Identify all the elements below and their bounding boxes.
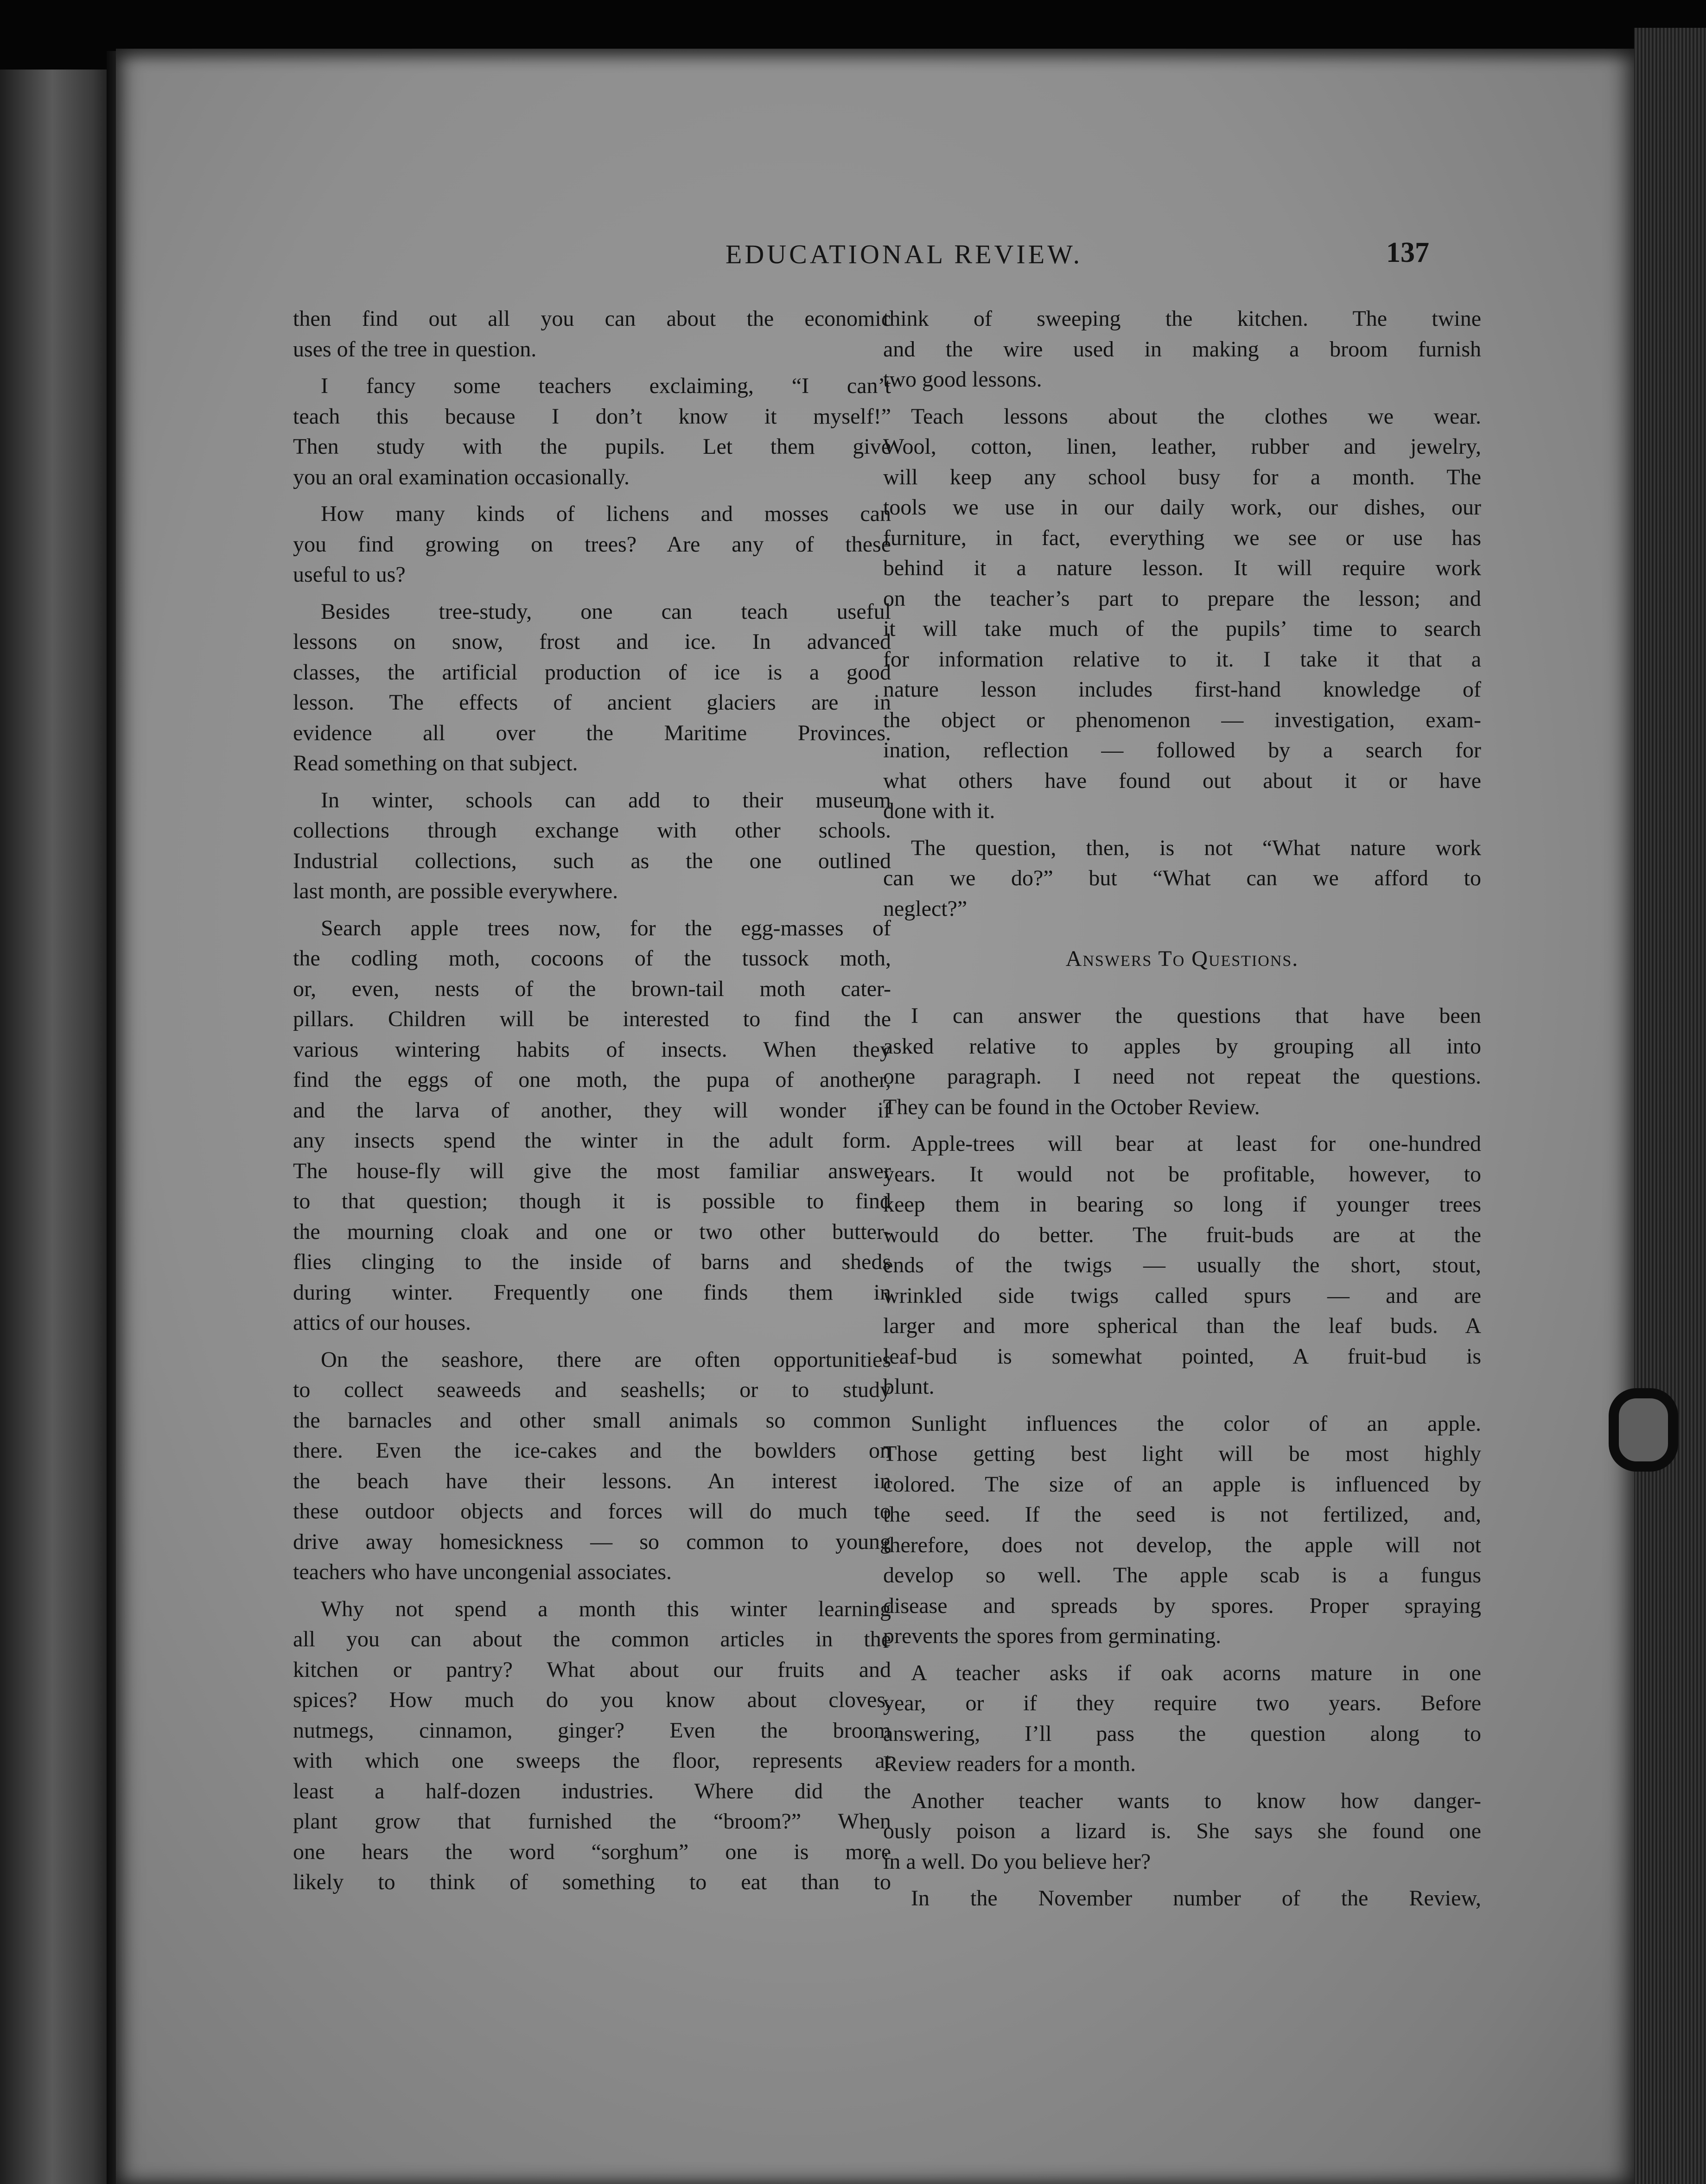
paragraph-gap (293, 590, 891, 597)
running-head: EDUCATIONAL REVIEW. (725, 239, 1083, 269)
text-line: develop so well. The apple scab is a fungus (883, 1563, 1481, 1587)
text-line: classes, the artificial production of ice is a good (293, 660, 891, 685)
text-line: in a well. Do you believe her? (883, 1849, 1151, 1874)
text-line: ination, reflection — followed by a search for (883, 738, 1481, 762)
text-line: you find growing on trees? Are any of these (293, 532, 891, 557)
text-line: larger and more spherical than the leaf buds. A (883, 1314, 1481, 1338)
text-line: Besides tree-study, one can teach useful (321, 599, 891, 624)
text-line: behind it a nature lesson. It will require work (883, 556, 1481, 580)
text-line: ends of the twigs — usually the short, stout, (883, 1253, 1481, 1277)
binder-clip-icon (1609, 1388, 1678, 1472)
text-line: In the November number of the Review, (911, 1886, 1481, 1911)
text-line: would do better. The fruit-buds are at the (883, 1222, 1481, 1247)
left-column (293, 304, 891, 1898)
text-line: or, even, nests of the brown-tail moth cater- (293, 976, 891, 1001)
text-line: all you can about the common articles in the (293, 1627, 891, 1651)
text-line: two good lessons. (883, 367, 1042, 392)
right-column (883, 304, 1481, 1914)
text-line: uses of the tree in question. (293, 336, 537, 362)
text-line: Teach lessons about the clothes we wear. (911, 404, 1481, 429)
text-line: prevents the spores from germinating. (883, 1624, 1222, 1648)
paragraph-gap (293, 1338, 891, 1345)
text-line: least a half-dozen industries. Where did the (293, 1778, 891, 1803)
text-line: teach this because I don’t know it myself!” (293, 404, 891, 429)
text-line: keep them in bearing so long if younger trees (883, 1192, 1481, 1217)
paragraph-gap (883, 826, 1481, 833)
text-line: Industrial collections, such as the one outlined (293, 848, 891, 873)
text-line: leaf-bud is somewhat pointed, A fruit-bud is (883, 1344, 1481, 1369)
text-line: during winter. Frequently one finds them in (293, 1280, 891, 1305)
text-line: Those getting best light will be most highly (883, 1441, 1481, 1466)
paragraph-gap (293, 907, 891, 913)
text-line: and the larva of another, they will wonder if (293, 1098, 891, 1123)
page-number: 137 (1386, 237, 1429, 268)
text-line: wrinkled side twigs called spurs — and are (883, 1283, 1481, 1308)
text-line: blunt. (883, 1374, 935, 1399)
text-line: last month, are possible everywhere. (293, 879, 618, 903)
text-line: Apple-trees will bear at least for one-hundred (911, 1131, 1481, 1156)
text-line: lessons on snow, frost and ice. In advanced (293, 629, 891, 654)
text-line: tools we use in our daily work, our dishes, our (883, 495, 1481, 520)
text-line: done with it. (883, 799, 995, 823)
text-line: find the eggs of one moth, the pupa of another, (293, 1067, 891, 1092)
text-line: evidence all over the Maritime Provinces. (293, 720, 891, 745)
paragraph-gap (293, 1587, 891, 1594)
text-line: Wool, cotton, linen, leather, rubber and jewelry, (883, 434, 1481, 459)
section-heading: Answers To Questions. (1065, 946, 1299, 971)
text-line: kitchen or pantry? What about our fruits and (293, 1657, 891, 1682)
text-line: with which one sweeps the floor, represents at (293, 1748, 891, 1773)
text-line: colored. The size of an apple is influenced by (883, 1472, 1481, 1497)
text-line: the object or phenomenon — investigation, exam- (883, 707, 1481, 732)
text-line: the seed. If the seed is not fertilized, and, (883, 1502, 1481, 1527)
text-line: on the teacher’s part to prepare the lesson; and (883, 586, 1481, 611)
text-line: can we do?” but “What can we afford to (883, 866, 1481, 890)
text-line: pillars. Children will be interested to find the (293, 1007, 891, 1031)
text-line: one hears the word “sorghum” one is more (293, 1839, 891, 1864)
text-line: year, or if they require two years. Before (883, 1691, 1481, 1715)
text-line: Sunlight influences the color of an apple. (911, 1411, 1481, 1436)
text-line: the beach have their lessons. An interest in (293, 1468, 891, 1493)
heading-gap (883, 924, 1481, 940)
text-line: On the seashore, there are often opportunities (321, 1347, 891, 1372)
text-line: spices? How much do you know about cloves, (293, 1688, 891, 1712)
text-line: it will take much of the pupils’ time to search (883, 616, 1481, 641)
text-line: then find out all you can about the economic (293, 306, 891, 331)
text-line: think of sweeping the kitchen. The twine (883, 306, 1481, 331)
paragraph-gap (883, 1877, 1481, 1883)
text-line: collections through exchange with other schools. (293, 818, 891, 843)
paragraph-gap (293, 492, 891, 499)
text-line: The house-fly will give the most familiar answer (293, 1158, 891, 1183)
text-line: flies clinging to the inside of barns and sheds (293, 1250, 891, 1274)
text-line: there. Even the ice-cakes and the bowlders on (293, 1438, 891, 1463)
text-line: to that question; though it is possible to find (293, 1189, 891, 1213)
paragraph-gap (883, 1651, 1481, 1658)
text-line: drive away homesickness — so common to young (293, 1529, 891, 1554)
text-line: useful to us? (293, 562, 406, 587)
text-line: Search apple trees now, for the egg-masses of (321, 915, 891, 940)
text-line: Review readers for a month. (883, 1752, 1136, 1776)
adjacent-page-fragment (0, 70, 116, 2184)
text-line: I fancy some teachers exclaiming, “I can’t (321, 374, 891, 398)
text-line: teachers who have uncongenial associates. (293, 1560, 672, 1584)
text-line: furniture, in fact, everything we see or use has (883, 525, 1481, 550)
text-line: disease and spreads by spores. Proper spraying (883, 1593, 1481, 1618)
text-line: neglect?” (883, 896, 968, 921)
text-line: therefore, does not develop, the apple will not (883, 1532, 1481, 1557)
text-line: to collect seaweeds and seashells; or to study (293, 1378, 891, 1402)
text-line: will keep any school busy for a month. The (883, 464, 1481, 489)
text-line: these outdoor objects and forces will do much to (293, 1499, 891, 1524)
text-line: any insects spend the winter in the adult form. (293, 1128, 891, 1153)
text-line: nature lesson includes first-hand knowledge of (883, 677, 1481, 702)
text-line: Then study with the pupils. Let them give (293, 434, 891, 459)
paragraph-gap (293, 779, 891, 785)
text-line: plant grow that furnished the “broom?” When (293, 1809, 891, 1834)
text-line: lesson. The effects of ancient glaciers are in (293, 690, 891, 715)
text-line: and the wire used in making a broom furnish (883, 336, 1481, 362)
text-line: years. It would not be profitable, however, to (883, 1162, 1481, 1187)
text-line: Read something on that subject. (293, 751, 578, 775)
heading-gap (883, 978, 1481, 994)
paragraph-gap (883, 395, 1481, 401)
text-line: In winter, schools can add to their museum (321, 787, 891, 813)
text-line: various wintering habits of insects. When they (293, 1037, 891, 1062)
text-line: How many kinds of lichens and mosses can (321, 502, 891, 526)
text-line: the barnacles and other small animals so common (293, 1408, 891, 1433)
text-line: The question, then, is not “What nature work (911, 835, 1481, 860)
text-line: for information relative to it. I take it that a (883, 647, 1481, 672)
paragraph-gap (883, 1122, 1481, 1129)
text-line: A teacher asks if oak acorns mature in one (911, 1660, 1481, 1685)
text-line: likely to think of something to eat than to (293, 1870, 891, 1894)
paragraph-gap (883, 1779, 1481, 1786)
text-line: I can answer the questions that have been (911, 1003, 1481, 1028)
paragraph-gap (883, 994, 1481, 1001)
text-line: one paragraph. I need not repeat the questions. (883, 1064, 1481, 1089)
text-line: the mourning cloak and one or two other butter- (293, 1219, 891, 1244)
text-line: nutmegs, cinnamon, ginger? Even the broom (293, 1718, 891, 1743)
text-line: the codling moth, cocoons of the tussock moth, (293, 946, 891, 971)
page-edges (1634, 28, 1706, 2184)
paragraph-gap (883, 1402, 1481, 1409)
text-line: ously poison a lizard is. She says she found one (883, 1819, 1481, 1843)
text-line: answering, I’ll pass the question along to (883, 1721, 1481, 1746)
text-line: asked relative to apples by grouping all into (883, 1034, 1481, 1059)
text-line: what others have found out about it or have (883, 768, 1481, 793)
text-line: They can be found in the October Review. (883, 1094, 1260, 1119)
text-line: attics of our houses. (293, 1310, 471, 1335)
text-line: you an oral examination occasionally. (293, 464, 630, 489)
paragraph-gap (293, 364, 891, 371)
text-line: Another teacher wants to know how danger- (911, 1788, 1481, 1813)
text-line: Why not spend a month this winter learning (321, 1596, 891, 1621)
